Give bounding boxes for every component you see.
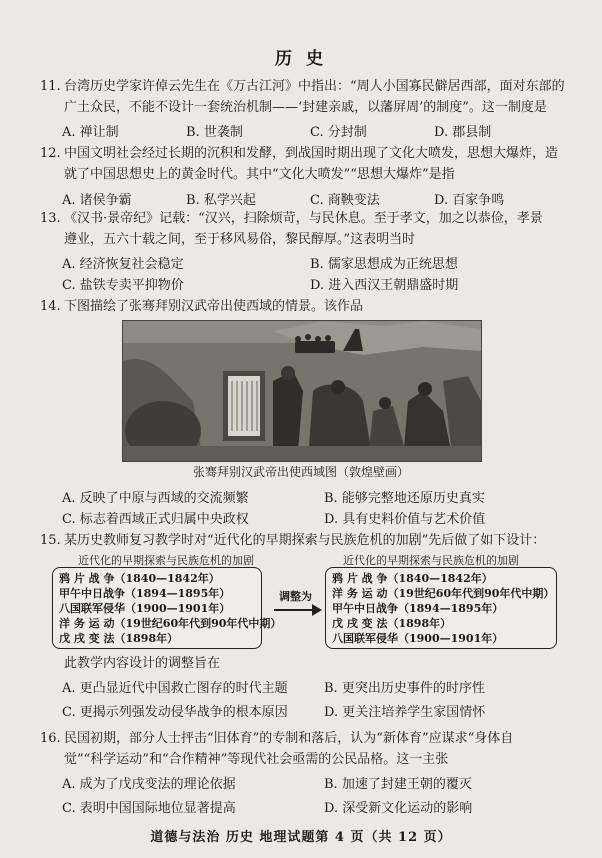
option-d[interactable]: D. 进入西汉王朝鼎盛时期 [310,278,459,293]
options-row [62,508,562,529]
question-number: 11. [40,79,61,94]
options-row [62,253,562,274]
option-a[interactable]: A. 经济恢复社会稳定 [62,257,184,272]
design-item: 甲午中日战争（1894—1895年） [59,587,231,600]
options-row [62,701,562,722]
option-a[interactable]: A. 反映了中原与西域的交流频繁 [62,491,249,506]
question-number: 13. [40,211,61,226]
question-15 [40,530,565,551]
options-row [62,773,562,794]
option-a[interactable]: A. 禅让制 [62,125,119,140]
question-stem: 民国初期，部分人士抨击“旧体育”的专制和落后，认为“新体育”应谋求“身体自 [64,731,514,746]
question-number: 15. [40,533,61,548]
arrow-label: 调整为 [279,590,312,603]
question-stem: 台湾历史学家许倬云先生在《万古江河》中指出：“周人小国寡民僻居西部，面对东部的 [64,79,565,94]
right-arrow-icon [272,603,324,617]
design-box-before [52,567,282,649]
figure-caption: 张骞拜别汉武帝出使西域图（敦煌壁画） [192,465,409,479]
question-stem: 《汉书·景帝纪》记载：“汉兴，扫除烦苛，与民休息。至于孝文，加之以恭俭，孝景 [64,211,543,226]
question-11 [40,76,565,118]
option-c[interactable]: C. 更揭示列强发动侵华战争的根本原因 [62,705,288,720]
question-number: 12. [40,146,61,161]
question-stem: 中国文明社会经过长期的沉积和发酵，到战国时期出现了文化大喷发，思想大爆炸，造 [64,146,559,161]
design-item: 洋 务 运 动（19世纪60年代到90年代中期） [59,617,282,630]
design-title-after: 近代化的早期探索与民族危机的加剧 [343,554,519,567]
question-16 [40,728,565,770]
option-c[interactable]: C. 分封制 [310,125,367,140]
options-row [62,274,562,295]
question-stem: 就了中国思想史上的黄金时代。其中“文化大喷发”“思想大爆炸”是指 [64,167,455,182]
option-b[interactable]: B. 儒家思想成为正统思想 [310,257,458,272]
options-row [62,189,562,210]
option-d[interactable]: D. 具有史料价值与艺术价值 [324,512,486,527]
options-row [62,487,562,508]
design-item: 八国联军侵华（1900—1901年） [332,632,504,645]
page-footer: 道德与法治 历史 地理试题第 4 页（共 12 页） [150,830,452,845]
options-row [62,797,562,818]
design-item: 洋 务 运 动（19世纪60年代到90年代中期） [332,587,555,600]
option-a[interactable]: A. 诸侯争霸 [62,193,132,208]
mural-image [122,320,482,462]
question-stem: 下图描绘了张骞拜别汉武帝出使西域的情景。该作品 [64,299,364,314]
option-a[interactable]: A. 成为了戊戌变法的理论依据 [62,777,236,792]
question-stem: 觉”“科学运动”和“合作精神”等现代社会亟需的公民品格。这一主张 [64,752,449,767]
options-row [62,677,562,698]
design-item: 鸦 片 战 争（1840—1842年） [332,572,493,585]
design-item: 戊 戌 变 法（1898年） [59,632,179,645]
option-c[interactable]: C. 盐铁专卖平抑物价 [62,278,184,293]
design-item: 甲午中日战争（1894—1895年） [332,602,504,615]
option-d[interactable]: D. 深受新文化运动的影响 [324,801,473,816]
question-stem: 此教学内容设计的调整旨在 [64,656,221,671]
option-b[interactable]: B. 更突出历史事件的时序性 [324,681,485,696]
question-stem: 遵业，五六十载之间，至于移风易俗，黎民醇厚。”这表明当时 [64,232,416,247]
option-a[interactable]: A. 更凸显近代中国救亡图存的时代主题 [62,681,288,696]
question-14 [40,296,565,317]
option-c[interactable]: C. 标志着西域正式归属中央政权 [62,512,249,527]
option-c[interactable]: C. 表明中国国际地位显著提高 [62,801,236,816]
option-b[interactable]: B. 私学兴起 [186,193,256,208]
option-b[interactable]: B. 加速了封建王朝的覆灭 [324,777,472,792]
question-number: 14. [40,299,61,314]
option-d[interactable]: D. 更关注培养学生家国情怀 [324,705,486,720]
option-d[interactable]: D. 郡县制 [434,125,492,140]
question-12 [40,143,565,185]
option-d[interactable]: D. 百家争鸣 [434,193,505,208]
option-b[interactable]: B. 能够完整地还原历史真实 [324,491,485,506]
design-item: 八国联军侵华（1900—1901年） [59,602,231,615]
question-stem: 广土众民，不能不设计一套统治机制——‘封建亲戚，以藩屏周’的制度”。这一制度是 [64,100,547,115]
option-b[interactable]: B. 世袭制 [186,125,243,140]
option-c[interactable]: C. 商鞅变法 [310,193,380,208]
design-box-after [325,567,557,649]
question-13 [40,208,565,250]
question-number: 16. [40,731,61,746]
mural-illustration [123,321,481,461]
question-stem: 某历史教师复习教学时对“近代化的早期探索与民族危机的加剧”先后做了如下设计： [64,533,546,548]
options-row [62,121,562,142]
design-item: 鸦 片 战 争（1840—1842年） [59,572,220,585]
design-item: 戊 戌 变 法（1898年） [332,617,452,630]
subject-title: 历 史 [275,49,327,69]
design-title-before: 近代化的早期探索与民族危机的加剧 [78,554,254,567]
